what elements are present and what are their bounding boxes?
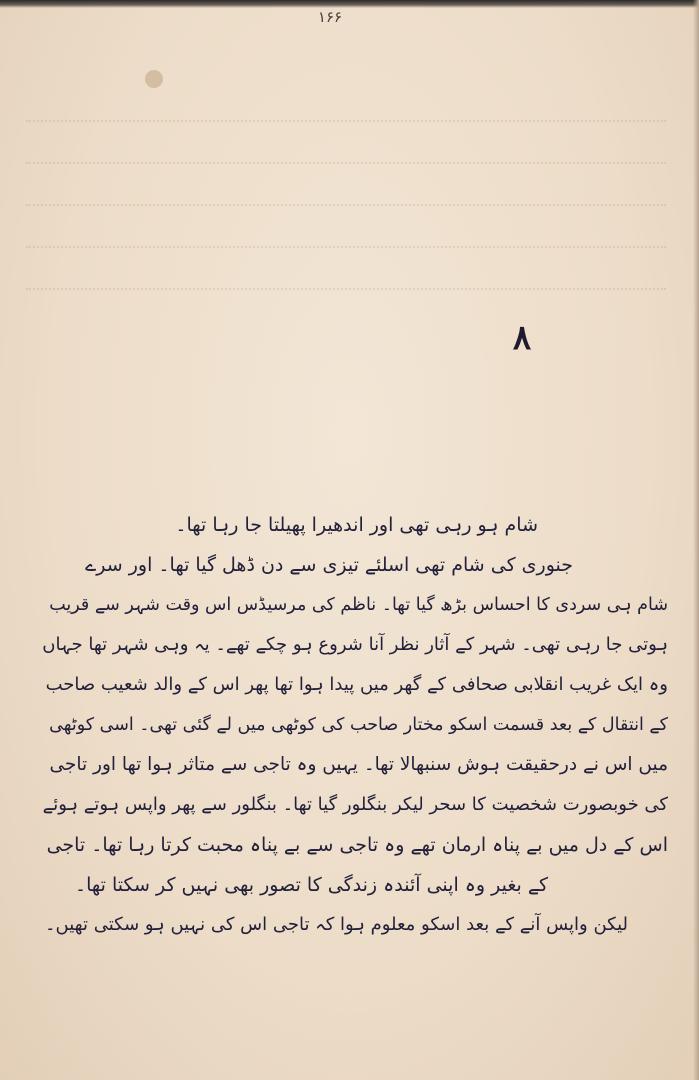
chapter-number: ۸	[512, 318, 532, 358]
body-line: کے انتقال کے بعد قسمت اسکو مختار صاحب کی کوٹھی میں لے گئی تھی۔ اسی کوٹھی	[49, 715, 668, 735]
body-line: ہوتی جا رہی تھی۔ شہر کے آثار نظر آنا شروع ہو چکے تھے۔ یہ وہی شہر تھا جہاں	[42, 634, 668, 655]
show-through-line	[26, 258, 670, 290]
show-through-text	[28, 80, 668, 300]
body-line: شام ہو رہی تھی اور اندھیرا پھیلتا جا رہا تھا۔	[175, 514, 538, 536]
body-line: میں اس نے درحقیقت ہوش سنبھالا تھا۔ یہیں وہ تاجی سے متاثر ہوا تھا اور تاجی	[49, 754, 668, 775]
body-line: وہ ایک غریب انقلابی صحافی کے گھر میں پیدا ہوا تھا پھر اس کے والد شعیب صاحب	[45, 674, 668, 695]
show-through-line	[26, 90, 670, 122]
body-line: لیکن واپس آنے کے بعد اسکو معلوم ہوا کہ تاجی اس کی نہیں ہو سکتی تھیں۔	[44, 914, 628, 935]
body-line: شام ہی سردی کا احساس بڑھ گیا تھا۔ ناظم کی مرسیڈس اس وقت شہر سے قریب	[49, 595, 668, 615]
page-number: ۱۶۶	[317, 8, 343, 26]
show-through-line	[26, 174, 670, 206]
page-top-edge	[0, 0, 699, 8]
body-line: کے بغیر وہ اپنی آئندہ زندگی کا تصور بھی نہیں کر سکتا تھا۔	[74, 874, 548, 896]
body-line: اس کے دل میں بے پناہ ارمان تھے وہ تاجی سے بے پناہ محبت کرتا رہا تھا۔ تاجی	[46, 834, 668, 856]
body-line: جنوری کی شام تھی اسلئے تیزی سے دن ڈھل گیا تھا۔ اور سرے	[85, 554, 573, 576]
show-through-line	[26, 216, 670, 248]
body-line: کی خوبصورت شخصیت کا سحر لیکر بنگلور گیا تھا۔ بنگلور سے پھر واپس ہوتے ہوئے	[42, 794, 668, 815]
show-through-line	[26, 132, 670, 164]
page-right-edge	[693, 0, 699, 1080]
body-text	[36, 505, 668, 945]
